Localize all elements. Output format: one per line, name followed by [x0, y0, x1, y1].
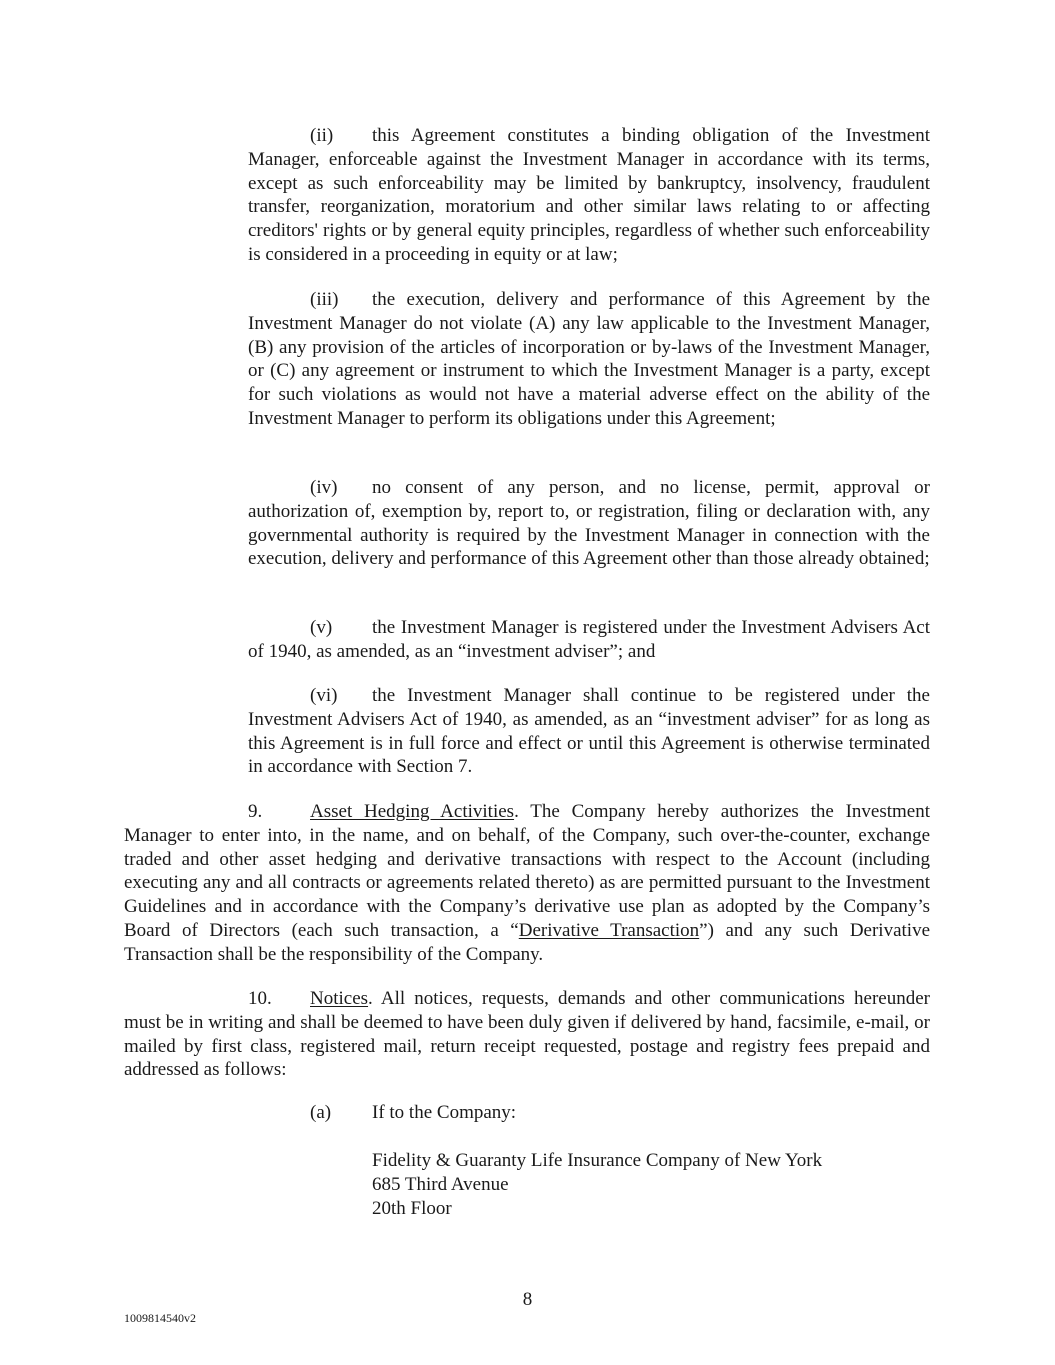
document-id: 1009814540v2 — [124, 1311, 196, 1325]
section-text-end: ”) and any such Derivative Transaction shall be the responsibility of the Company. — [124, 919, 931, 965]
clause-text: the Investment Manager is registered under the Investment Advisers Act of 1940, as amended, as an “investment adviser”; and — [248, 617, 930, 662]
clause-ii — [248, 124, 930, 267]
section-heading: Notices — [310, 988, 369, 1009]
section-heading: Asset Hedging Activities — [310, 801, 515, 822]
clause-iv — [248, 476, 930, 571]
clause-number: (ii) — [310, 125, 334, 146]
section-10 — [124, 987, 930, 1082]
clause-text: the Investment Manager shall continue to be registered under the Investment Advisers Act of 1940, as amended, as an “investment adviser” for as long as this Agreement is in full force and effect or until this Agreement is otherwise terminated in accordance with Section 7. — [248, 685, 930, 778]
section-number: 10. — [248, 988, 272, 1009]
notice-recipient-label — [310, 1101, 516, 1125]
clause-number: (iv) — [310, 477, 338, 498]
notice-item-number: (a) — [310, 1102, 332, 1123]
clause-vi — [248, 684, 930, 779]
section-9 — [124, 800, 930, 967]
clause-v — [248, 616, 930, 664]
defined-term: Derivative Transaction — [518, 919, 700, 941]
address-line-company: Fidelity & Guaranty Life Insurance Company of New York — [372, 1150, 823, 1171]
section-number: 9. — [248, 801, 263, 822]
section-text: . All notices, requests, demands and other communications hereunder must be in writing and shall be deemed to have been duly given if delivered by hand, facsimile, e-mail, or mailed by first class, registered mail, return receipt requested, postage and registry fees prepaid and addressed as follows: — [124, 988, 930, 1081]
section-text: . The Company hereby authorizes the Investment Manager to enter into, in the name, and on behalf, of the Company, such over-the-counter, exchange traded and other asset hedging and derivative transactions with respect to the Account (including executing any and all contracts or agreements related thereto) as are permitted pursuant to the Investment Guidelines and in accordance with the Company’s derivative use plan as adopted by the Company’s Board of Directors (each such transaction, a “ — [124, 801, 930, 941]
clause-text: the execution, delivery and performance of this Agreement by the Investment Manager do not violate (A) any law applicable to the Investment Manager, (B) any provision of the articles of incorporation or by-laws of the Investment Manager, or (C) any agreement or instrument to which the Investment Manager is a party, except for such violations as would not have a material adverse effect on the ability of the Investment Manager to perform its obligations under this Agreement; — [248, 289, 930, 429]
clause-number: (v) — [310, 617, 333, 638]
clause-number: (iii) — [310, 289, 339, 310]
clause-iii — [248, 288, 930, 431]
company-address — [372, 1149, 822, 1220]
notice-recipient: If to the Company: — [372, 1102, 517, 1123]
clause-text: no consent of any person, and no license, permit, approval or authorization of, exemption by, report to, or registration, filing or declaration with, any governmental authority is required by the Investment Manager in connection with the execution, delivery and performance of this Agreement other than those already obtained; — [248, 477, 930, 570]
clause-text: this Agreement constitutes a binding obligation of the Investment Manager, enforceable against the Investment Manager in accordance with its terms, except as such enforceability may be limited by bankruptcy, insolvency, fraudulent transfer, reorganization, moratorium and other similar laws relating to or affecting creditors' rights or by general equity principles, regardless of whether such enforceability is considered in a proceeding in equity or at law; — [248, 125, 930, 265]
clause-number: (vi) — [310, 685, 338, 706]
page-number: 8 — [522, 1289, 533, 1310]
address-line-street: 685 Third Avenue — [372, 1173, 509, 1195]
address-line-floor: 20th Floor — [372, 1197, 452, 1219]
